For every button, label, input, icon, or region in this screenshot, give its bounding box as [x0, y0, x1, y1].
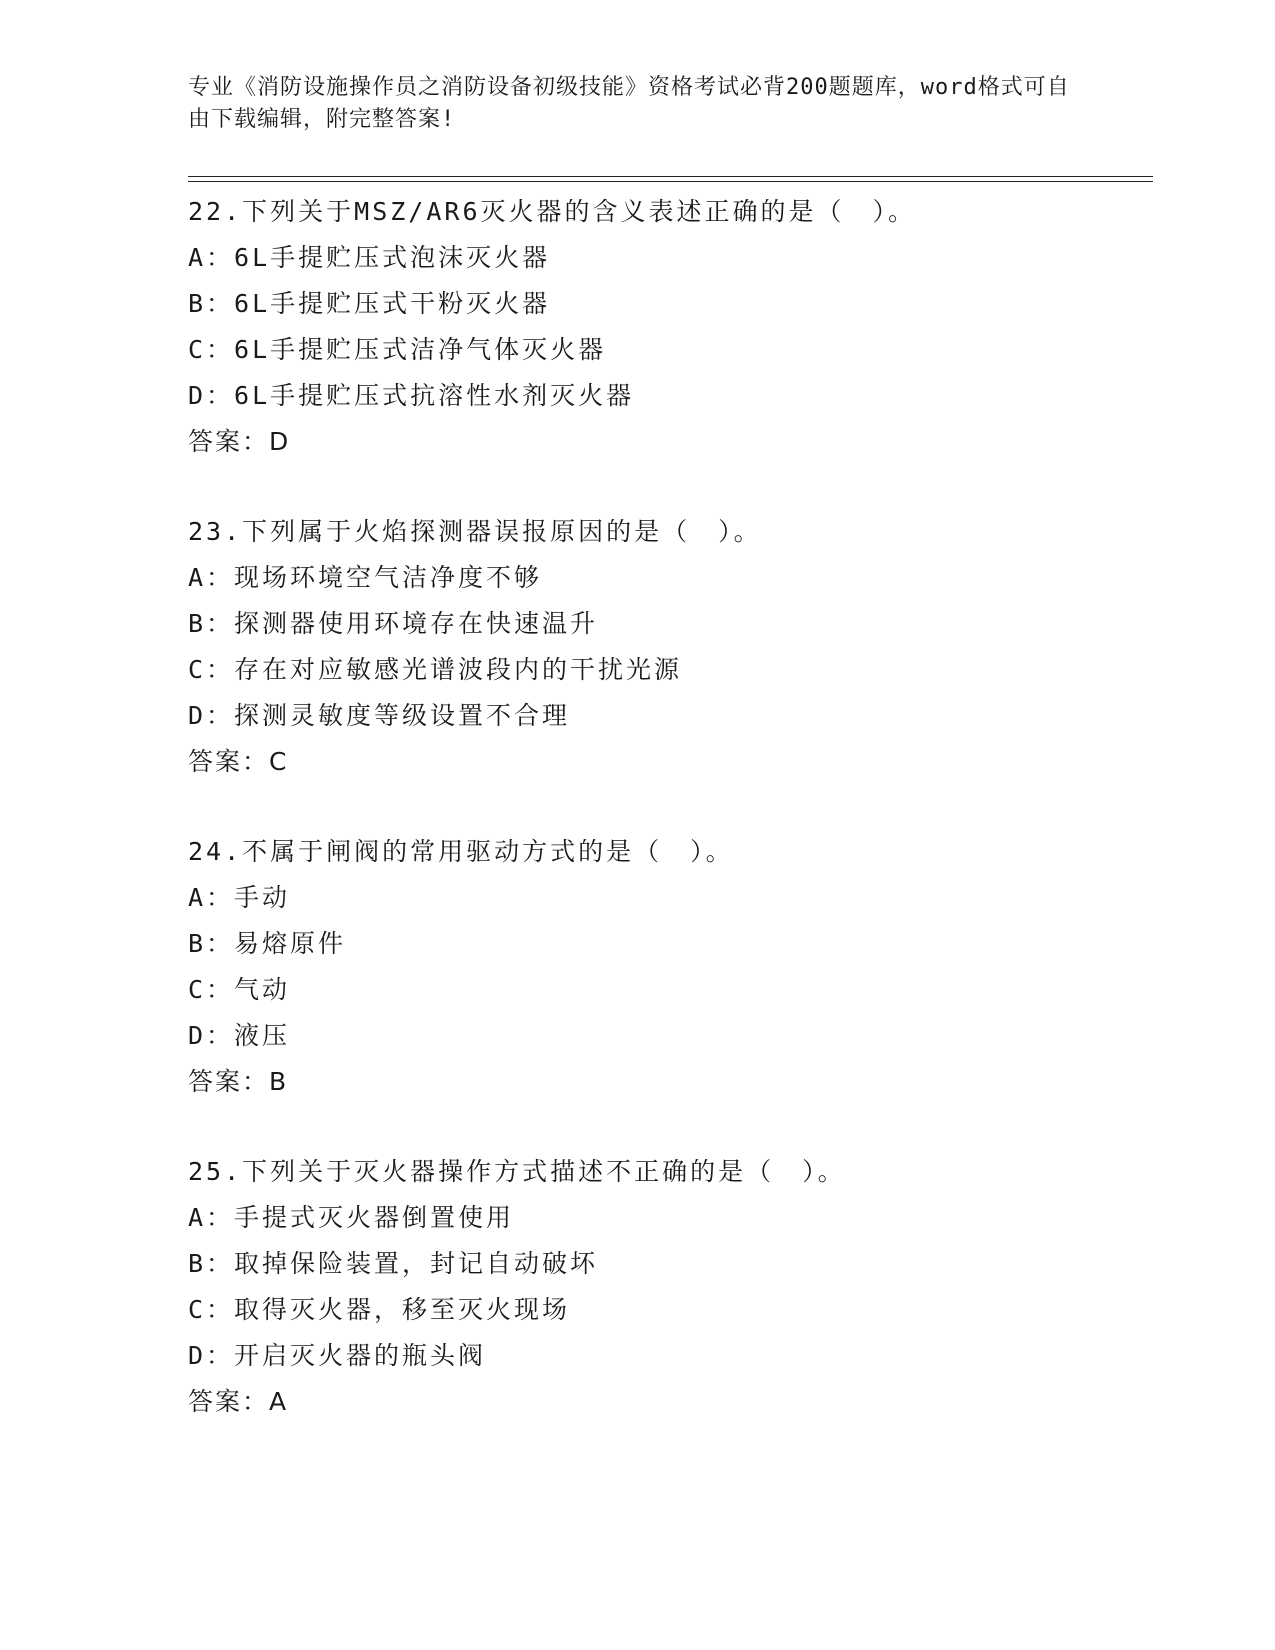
question-22: [188, 189, 1148, 465]
document-header: 专业《消防设施操作员之消防设备初级技能》资格考试必背200题题库，word格式可自由下载编辑，附完整答案!: [188, 75, 1070, 132]
question-25: [188, 1149, 1148, 1425]
option-d: D：液压: [188, 1021, 291, 1050]
question-stem: 23.下列属于火焰探测器误报原因的是（ ）。: [188, 517, 762, 546]
option-c: C：存在对应敏感光谱波段内的干扰光源: [188, 655, 683, 684]
answer-line: 答案：C: [188, 747, 289, 776]
option-a: A：手提式灭火器倒置使用: [188, 1203, 515, 1232]
option-b: B：取掉保险装置，封记自动破坏: [188, 1249, 599, 1278]
question-23: [188, 509, 1148, 785]
answer-line: 答案：B: [188, 1067, 289, 1096]
header-divider-top: [188, 176, 1153, 177]
question-stem: 22.下列关于MSZ/AR6灭火器的含义表述正确的是（ ）。: [188, 197, 917, 226]
option-c: C：6L手提贮压式洁净气体灭火器: [188, 335, 607, 364]
option-b: B：6L手提贮压式干粉灭火器: [188, 289, 551, 318]
option-c: C：取得灭火器，移至灭火现场: [188, 1295, 571, 1324]
header-divider-bottom: [188, 181, 1153, 182]
option-b: B：探测器使用环境存在快速温升: [188, 609, 599, 638]
option-b: B：易熔原件: [188, 929, 347, 958]
answer-line: 答案：A: [188, 1387, 289, 1416]
option-d: D：探测灵敏度等级设置不合理: [188, 701, 571, 730]
option-a: A：现场环境空气洁净度不够: [188, 563, 543, 592]
option-a: A：6L手提贮压式泡沫灭火器: [188, 243, 551, 272]
answer-line: 答案：D: [188, 427, 291, 456]
question-stem: 25.下列关于灭火器操作方式描述不正确的是（ ）。: [188, 1157, 846, 1186]
question-stem: 24.不属于闸阀的常用驱动方式的是（ ）。: [188, 837, 734, 866]
option-a: A：手动: [188, 883, 291, 912]
option-c: C：气动: [188, 975, 291, 1004]
question-24: [188, 829, 1148, 1105]
option-d: D：开启灭火器的瓶头阀: [188, 1341, 487, 1370]
option-d: D：6L手提贮压式抗溶性水剂灭火器: [188, 381, 635, 410]
